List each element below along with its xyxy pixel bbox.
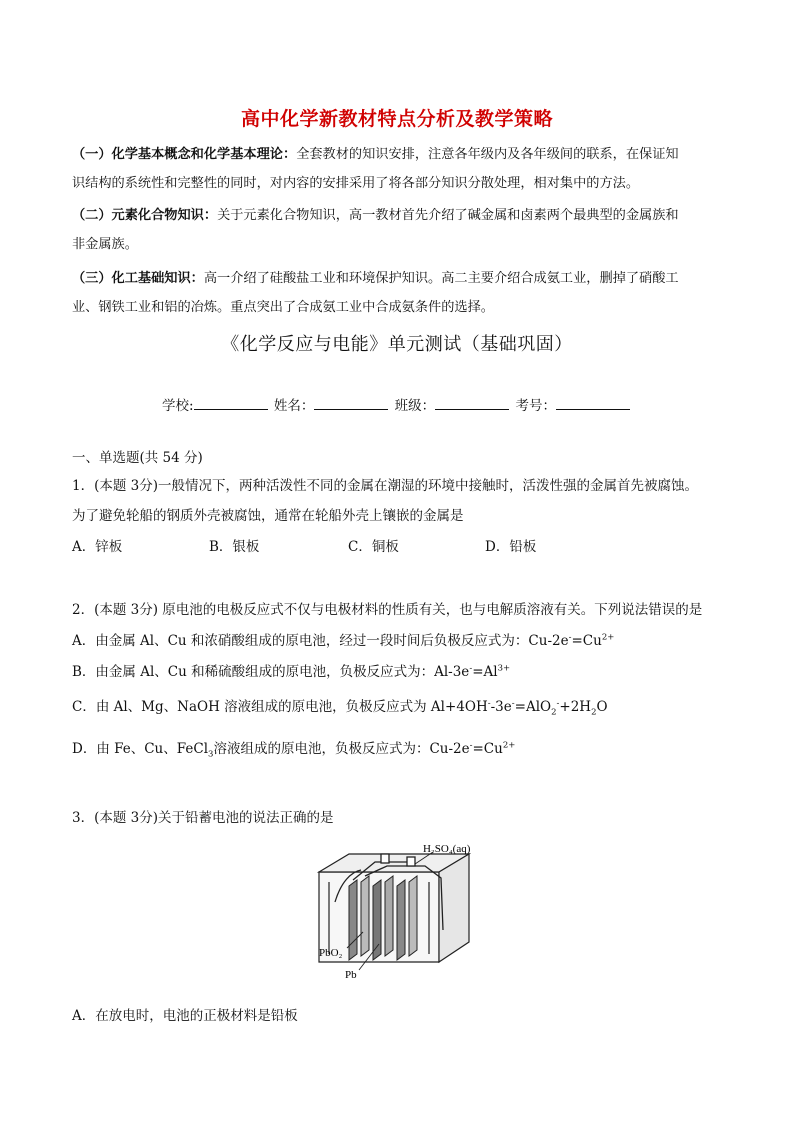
- superscript: 2+: [601, 632, 615, 643]
- question-2-option-b[interactable]: [72, 660, 510, 680]
- option-a-equation: Cu-2e: [528, 633, 569, 649]
- option-a-equation-rest: =Cu: [571, 633, 602, 649]
- superscript: -: [556, 698, 560, 709]
- battery-case: [319, 854, 469, 962]
- school-blank[interactable]: [194, 395, 268, 410]
- option-c-rest: =AlO: [514, 699, 552, 715]
- superscript: 3+: [497, 663, 511, 674]
- superscript: -: [487, 698, 491, 709]
- exam-title: 《化学反应与电能》单元测试（基础巩固）: [221, 334, 573, 355]
- option-a-text: A．由金属 Al、Cu 和浓硝酸组成的原电池，经过一段时间后负极反应式为：: [72, 633, 529, 649]
- subscript: 2: [551, 707, 557, 718]
- question-1-options: [72, 535, 672, 555]
- intro-text-3a: 高一介绍了硅酸盐工业和环境保护知识。高二主要介绍合成氨工业，删掉了硝酸工: [203, 271, 679, 286]
- option-b-equation-rest: =Al: [472, 664, 498, 680]
- question-1-line-1: 1．(本题 3分)一般情况下，两种活泼性不同的金属在潮湿的环境中接触时，活泼性强的金属首先被腐蚀。: [72, 478, 699, 494]
- question-1-option-b[interactable]: B．银板: [209, 539, 260, 555]
- intro-paragraph-3: [72, 264, 726, 322]
- option-d-equation-rest: =Cu: [472, 741, 503, 757]
- option-b-text: B．由金属 Al、Cu 和稀硫酸组成的原电池，负极反应式为：: [72, 664, 435, 680]
- question-2-option-a[interactable]: [72, 629, 614, 649]
- name-label: 姓名：: [273, 398, 315, 414]
- intro-text-1a: 全套教材的知识安排，注意各年级内及各年级间的联系，在保证知: [296, 147, 679, 162]
- question-1-option-d[interactable]: D．铅板: [485, 539, 537, 555]
- pb-label: Pb: [345, 969, 357, 981]
- superscript: -: [469, 740, 473, 751]
- pbo2-label: PbO₂: [319, 947, 343, 959]
- school-label: 学校:: [162, 398, 194, 414]
- name-blank[interactable]: [314, 395, 388, 410]
- intro-text-2a: 关于元素化合物知识，高一教材首先介绍了碱金属和卤素两个最典型的金属族和: [217, 208, 679, 223]
- section-heading: 一、单选题(共 54 分): [72, 450, 203, 466]
- question-2-option-d[interactable]: [72, 737, 516, 760]
- option-d-equation: Cu-2e: [429, 741, 470, 757]
- option-c-end: +2H: [559, 699, 592, 715]
- option-c-mid: -3e: [490, 699, 512, 715]
- question-1-option-c[interactable]: C．铜板: [348, 539, 399, 555]
- superscript: -: [568, 632, 572, 643]
- superscript: -: [469, 663, 473, 674]
- acid-label: H₂SO₄(aq): [423, 843, 471, 855]
- intro-label-1: （一）化学基本概念和化学基本理论：: [72, 147, 297, 162]
- question-2-option-c[interactable]: [72, 695, 608, 718]
- intro-text-3b: 业、钢铁工业和铝的冶炼。重点突出了合成氨工业中合成氨条件的选择。: [72, 300, 494, 315]
- intro-label-2: （二）元素化合物知识：: [72, 208, 218, 223]
- option-d-text: D．由 Fe、Cu、FeCl: [72, 741, 209, 757]
- question-3-stem: 3．(本题 3分)关于铅蓄电池的说法正确的是: [72, 810, 334, 826]
- lead-acid-battery-diagram: [315, 842, 475, 984]
- option-c-text: C．由 Al、Mg、NaOH 溶液组成的原电池，负极反应式为 Al+4OH: [72, 699, 488, 715]
- question-3-option-a[interactable]: A．在放电时，电池的正极材料是铅板: [72, 1008, 298, 1024]
- option-d-mid: 溶液组成的原电池，负极反应式为：: [213, 741, 430, 757]
- question-1-line-2: 为了避免轮船的钢质外壳被腐蚀，通常在轮船外壳上镶嵌的金属是: [72, 508, 464, 524]
- page-title: 高中化学新教材特点分析及教学策略: [240, 108, 553, 130]
- option-b-equation: Al-3e: [434, 664, 470, 680]
- subscript: 3: [208, 749, 214, 760]
- class-label: 班级：: [394, 398, 436, 414]
- student-info-line: [0, 394, 794, 414]
- superscript: -: [511, 698, 515, 709]
- id-blank[interactable]: [556, 395, 630, 410]
- question-2-stem: 2．(本题 3分) 原电池的电极反应式不仅与电极材料的性质有关，也与电解质溶液有关。下列说法错误的是: [72, 602, 703, 618]
- intro-text-2b: 非金属族。: [72, 237, 138, 252]
- question-1-option-a[interactable]: A．锌板: [72, 539, 123, 555]
- intro-text-1b: 识结构的系统性和完整性的同时，对内容的安排采用了将各部分知识分散处理，相对集中的方法。: [72, 176, 640, 191]
- superscript: 2+: [502, 740, 516, 751]
- intro-paragraph-1: [72, 140, 726, 198]
- intro-label-3: （三）化工基础知识：: [72, 271, 204, 286]
- id-label: 考号：: [515, 398, 556, 414]
- intro-paragraph-2: [72, 201, 726, 259]
- class-blank[interactable]: [435, 395, 509, 410]
- subscript: 2: [591, 707, 597, 718]
- option-c-o: O: [596, 699, 608, 715]
